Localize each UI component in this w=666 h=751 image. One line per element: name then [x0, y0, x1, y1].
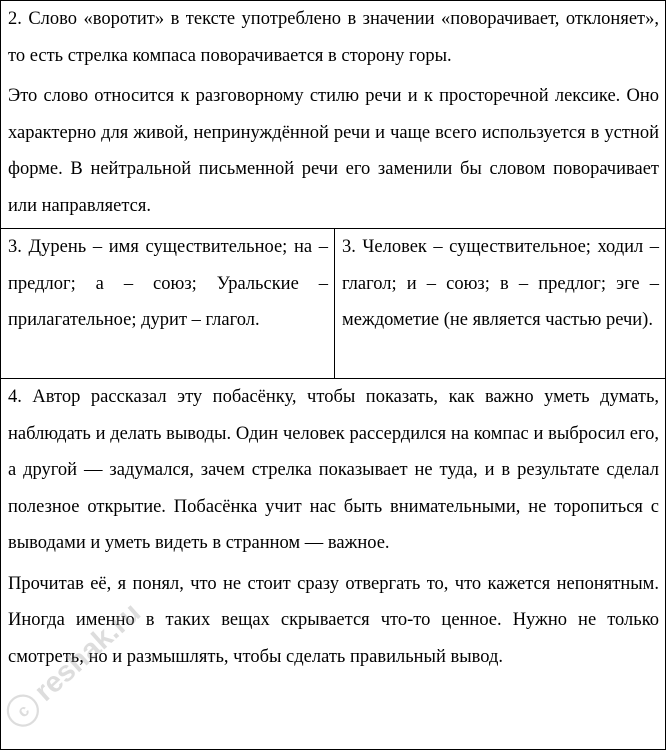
answer-cell-3-right [335, 229, 666, 379]
answer-3-right-text: 3. Человек – существительное; ходил – глагол; и – союз; в – предлог; эге – междометие (не является частью речи). [342, 237, 660, 330]
answer-cell-2 [1, 1, 666, 229]
answer-4-paragraph-1: 4. Автор рассказал эту побасёнку, чтобы показать, как важно уметь думать, наблюдать и делать выводы. Один человек рассердился на компас и выбросил его, а другой — задумался, зачем стрелка показывает не туда, и в результате сделал полезное открытие. Побасёнка учит нас быть внимательными, не торопиться с выводами и уметь видеть в странном — важное. [8, 387, 660, 553]
answer-2-paragraph-2: Это слово относится к разговорному стилю речи и к просторечной лексике. Оно характерно для живой, непринуждённой речи и чаще всего используется в устной форме. В нейтральной письменной речи его заменили бы словом поворачивает или направляется. [8, 86, 660, 216]
watermark-text: reshak.ru [28, 596, 147, 708]
answer-row-4 [1, 379, 666, 750]
answer-cell-3-left [1, 229, 335, 379]
answer-4-paragraph-2: Прочитав её, я понял, что не стоит сразу отвергать то, что кажется непонятным. Иногда именно в таких вещах скрывается что-то ценное. Нужно не только смотреть, но и размышлять, чтобы сделать правильный вывод. [8, 573, 660, 667]
answer-row-3 [1, 229, 666, 379]
copyright-icon: c [13, 700, 34, 722]
answer-cell-4 [1, 379, 666, 750]
answer-2-paragraph-1: 2. Слово «воротит» в тексте употреблено в значении «поворачивает, отклоняет», то есть стрелка компаса поворачивается в сторону горы. [8, 9, 660, 66]
answer-row-2 [1, 1, 666, 229]
answer-3-left-text: 3. Дурень – имя существительное; на – предлог; а – союз; Уральские – прилагательное; дурит – глагол. [8, 237, 328, 330]
